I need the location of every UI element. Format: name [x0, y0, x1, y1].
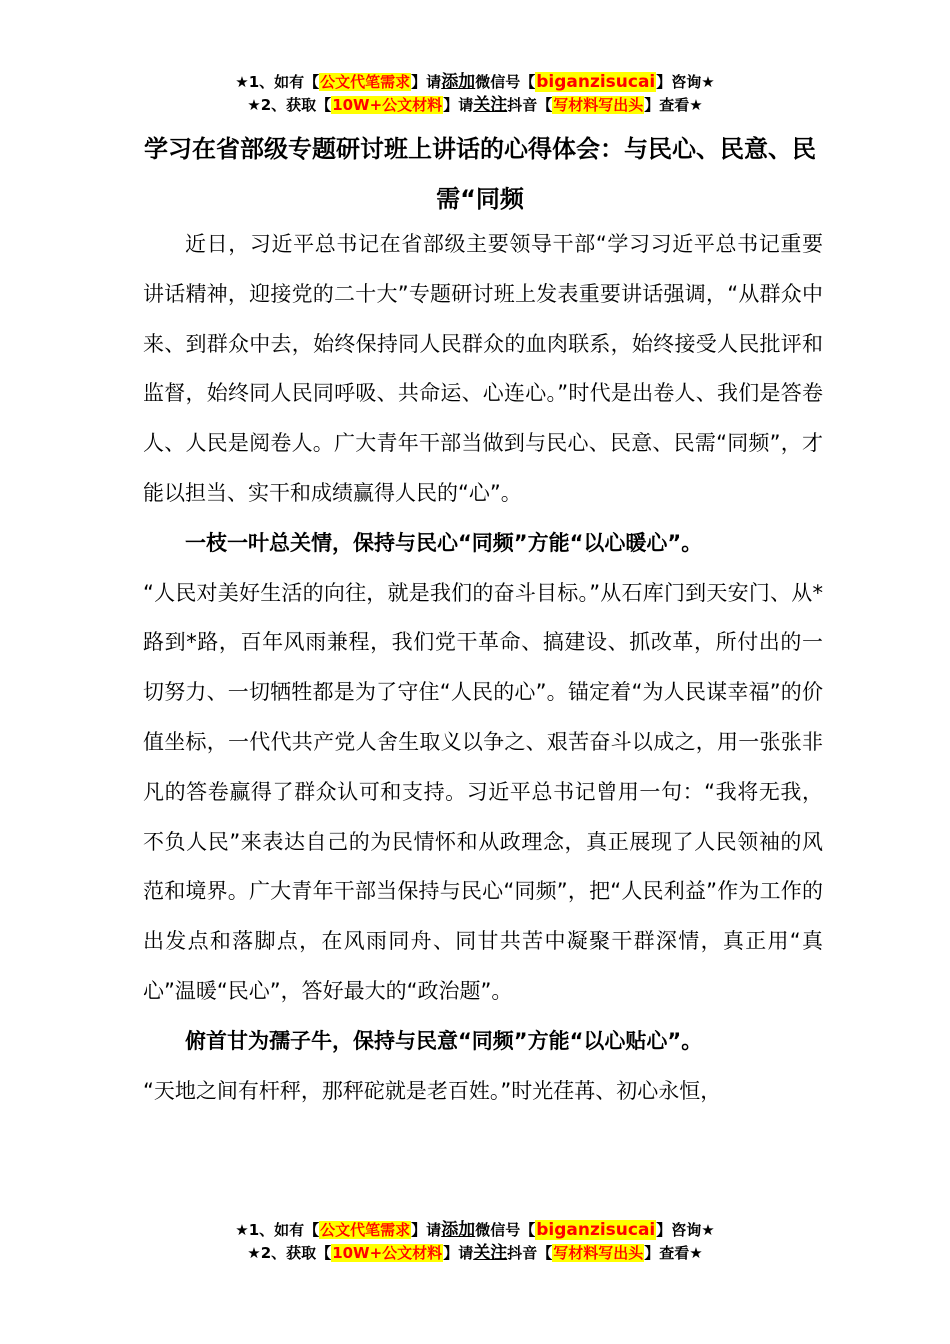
- promo-text: 抖音【: [507, 1244, 553, 1262]
- promo-text: 】咨询★: [656, 73, 715, 91]
- promo-text: ★2、获取【: [247, 96, 332, 114]
- promo-text: 抖音【: [507, 96, 553, 114]
- paragraph: “天地之间有杆秤，那秤砣就是老百姓。”时光荏苒、初心永恒，: [143, 1078, 722, 1103]
- top-promo-banner: [0, 71, 950, 117]
- promo-line-1: [0, 71, 950, 94]
- promo-text: ★2、获取【: [247, 1244, 332, 1262]
- promo-text: 】咨询★: [656, 1221, 715, 1239]
- promo-highlight: 公文代笔需求: [320, 73, 411, 91]
- promo-text: 微信号【: [475, 73, 536, 91]
- bottom-promo-banner: [0, 1219, 950, 1265]
- promo-text: 】请: [411, 1221, 442, 1239]
- promo-highlight: 写材料写出头: [553, 96, 644, 114]
- document-body: [143, 220, 823, 1116]
- promo-line-1: [0, 1219, 950, 1242]
- promo-highlight: biganzisucai: [536, 1220, 656, 1240]
- promo-text: 】请: [443, 96, 474, 114]
- promo-text: 】请: [411, 73, 442, 91]
- promo-line-2: [0, 94, 950, 117]
- promo-highlight: 10W+公文材料: [332, 96, 443, 114]
- promo-highlight: 写材料写出头: [553, 1244, 644, 1262]
- promo-underlined: 添加: [441, 72, 476, 92]
- section-heading: 俯首甘为孺子牛，保持与民意“同频”方能“以心贴心”。: [185, 1028, 703, 1053]
- promo-highlight: 10W+公文材料: [332, 1244, 443, 1262]
- promo-underlined: 添加: [441, 1220, 476, 1240]
- promo-text: 】请: [443, 1244, 474, 1262]
- promo-line-2: [0, 1242, 950, 1265]
- promo-underlined: 关注: [473, 1243, 508, 1263]
- paragraph: “人民对美好生活的向往，就是我们的奋斗目标。”从石库门到天安门、从*路到*路，百年风雨兼程，我们党干革命、搞建设、抓改革，所付出的一切努力、一切牺牲都是为了守住“人民的心”。锚定着“为人民谋幸福”的价值坐标，一代代共产党人舍生取义以争之、艰苦奋斗以成之，用一张张非凡的答卷赢得了群众认可和支持。习近平总书记曾用一句：“我将无我，不负人民”来表达自己的为民情怀和从政理念，真正展现了人民领袖的风范和境界。广大青年干部当保持与民心“同频”，把“人民利益”作为工作的出发点和落脚点，在风雨同舟、同甘共苦中凝聚干群深情，真正用“真心”温暖“民心”，答好最大的“政治题”。: [143, 580, 823, 1003]
- document-title: 学习在省部级专题研讨班上讲话的心得体会：与民心、民意、民需“同频: [144, 135, 816, 213]
- promo-text: 】查看★: [644, 1244, 703, 1262]
- promo-text: ★1、如有【: [235, 73, 320, 91]
- promo-text: 微信号【: [475, 1221, 536, 1239]
- promo-text: 】查看★: [644, 96, 703, 114]
- section-heading: 一枝一叶总关情，保持与民心“同频”方能“以心暖心”。: [185, 530, 703, 555]
- promo-underlined: 关注: [473, 95, 508, 115]
- paragraph: 近日，习近平总书记在省部级主要领导干部“学习习近平总书记重要讲话精神，迎接党的二十大”专题研讨班上发表重要讲话强调，“从群众中来、到群众中去，始终保持同人民群众的血肉联系，始终接受人民批评和监督，始终同人民同呼吸、共命运、心连心。”时代是出卷人、我们是答卷人、人民是阅卷人。广大青年干部当做到与民心、民意、民需“同频”，才能以担当、实干和成绩赢得人民的“心”。: [143, 232, 823, 505]
- promo-highlight: biganzisucai: [536, 72, 656, 92]
- promo-text: ★1、如有【: [235, 1221, 320, 1239]
- promo-highlight: 公文代笔需求: [320, 1221, 411, 1239]
